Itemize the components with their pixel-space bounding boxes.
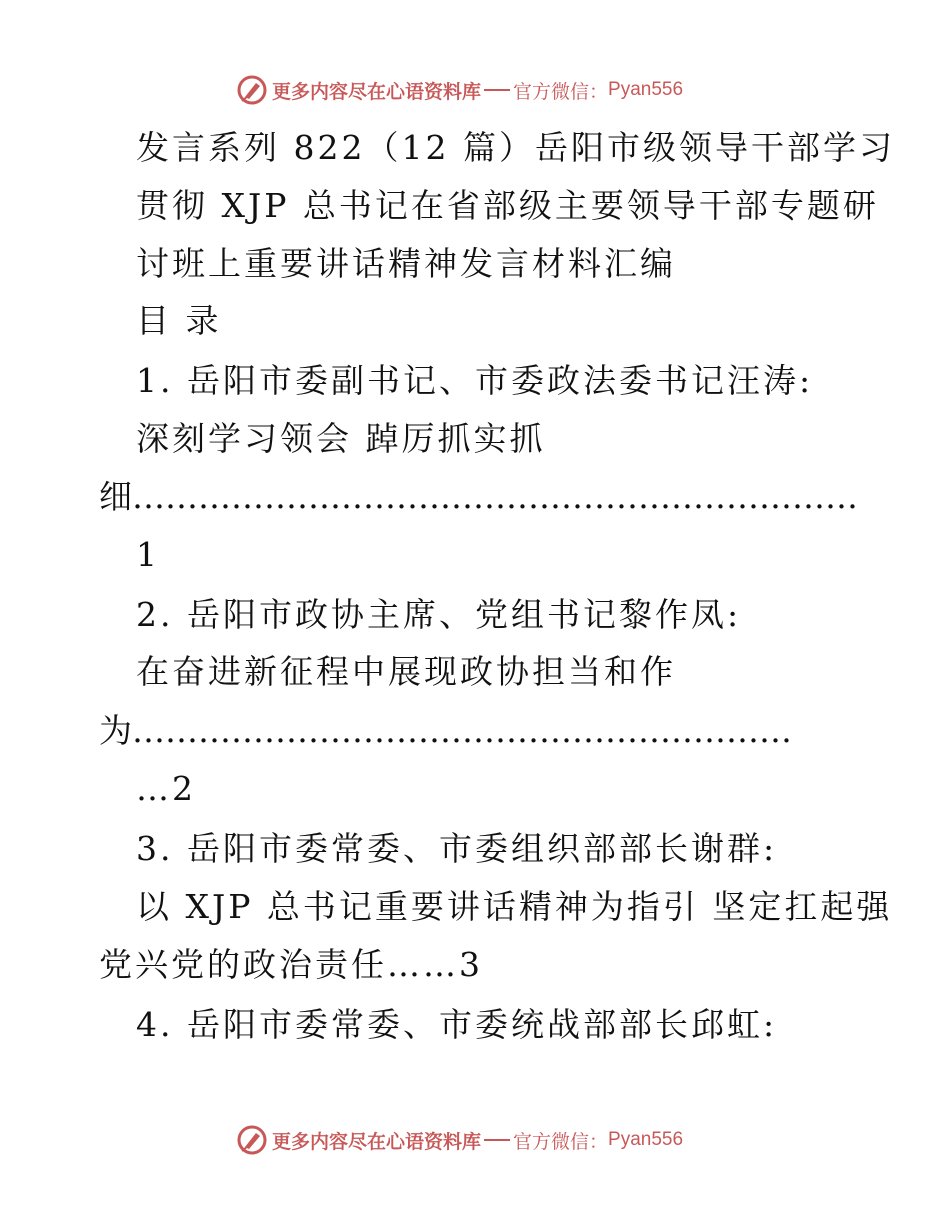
toc-entry-2-author (136, 594, 741, 636)
toc-entry-3-title: 以 XJP 总书记重要讲话精神为指引 坚定扛起强 (136, 887, 893, 926)
toc-entry-author: 岳阳市委常委、市委组织部部长谢群: (187, 829, 778, 868)
toc-entry-3-tail: 党兴党的政治责任……3 (99, 945, 483, 984)
toc-entry-1-title: 深刻学习领会 踔厉抓实抓 (136, 419, 546, 458)
toc-entry-number: 1. (136, 361, 174, 400)
toc-entry-number: 4. (136, 1005, 174, 1044)
header-watermark-banner (236, 72, 683, 108)
toc-entry-1-author (136, 360, 813, 402)
toc-entry-2-page: …2 (136, 769, 196, 808)
banner-wechat-id: Pyan556 (608, 1129, 684, 1150)
banner-wechat-label: 官方微信： (513, 80, 609, 103)
toc-entry-4-author (136, 1004, 777, 1046)
doc-title-line-1: 发言系列 822（12 篇）岳阳市级领导干部学习 (136, 128, 895, 167)
footer-watermark-banner (236, 1122, 683, 1158)
pen-logo-icon (236, 1124, 268, 1156)
banner-slogan: 更多内容尽在心语资料库 (272, 80, 482, 103)
toc-entry-author: 岳阳市委副书记、市委政法委书记汪涛: (187, 361, 814, 400)
toc-entry-number: 3. (136, 829, 174, 868)
toc-entry-author: 岳阳市委常委、市委统战部部长邱虹: (187, 1005, 778, 1044)
banner-dash (484, 1139, 510, 1141)
toc-entry-3-author (136, 828, 777, 870)
banner-wechat-id: Pyan556 (608, 79, 684, 100)
doc-title-line-3: 讨班上重要讲话精神发言材料汇编 (136, 244, 676, 283)
banner-slogan: 更多内容尽在心语资料库 (272, 1130, 482, 1153)
toc-entry-author: 岳阳市政协主席、党组书记黎作凤: (187, 595, 742, 634)
pen-logo-icon (236, 74, 268, 106)
toc-heading: 目 录 (136, 301, 222, 340)
toc-entry-1-leader: 细………………………………………………………… (99, 477, 858, 516)
banner-wechat-label: 官方微信： (513, 1130, 609, 1153)
toc-entry-2-title: 在奋进新征程中展现政协担当和作 (136, 652, 676, 691)
toc-entry-2-leader: 为…………………………………………………… (99, 711, 792, 750)
doc-title-line-2: 贯彻 XJP 总书记在省部级主要领导干部专题研 (136, 186, 879, 225)
banner-dash (484, 89, 510, 91)
toc-entry-1-page: 1 (136, 535, 160, 574)
toc-entry-number: 2. (136, 595, 174, 634)
